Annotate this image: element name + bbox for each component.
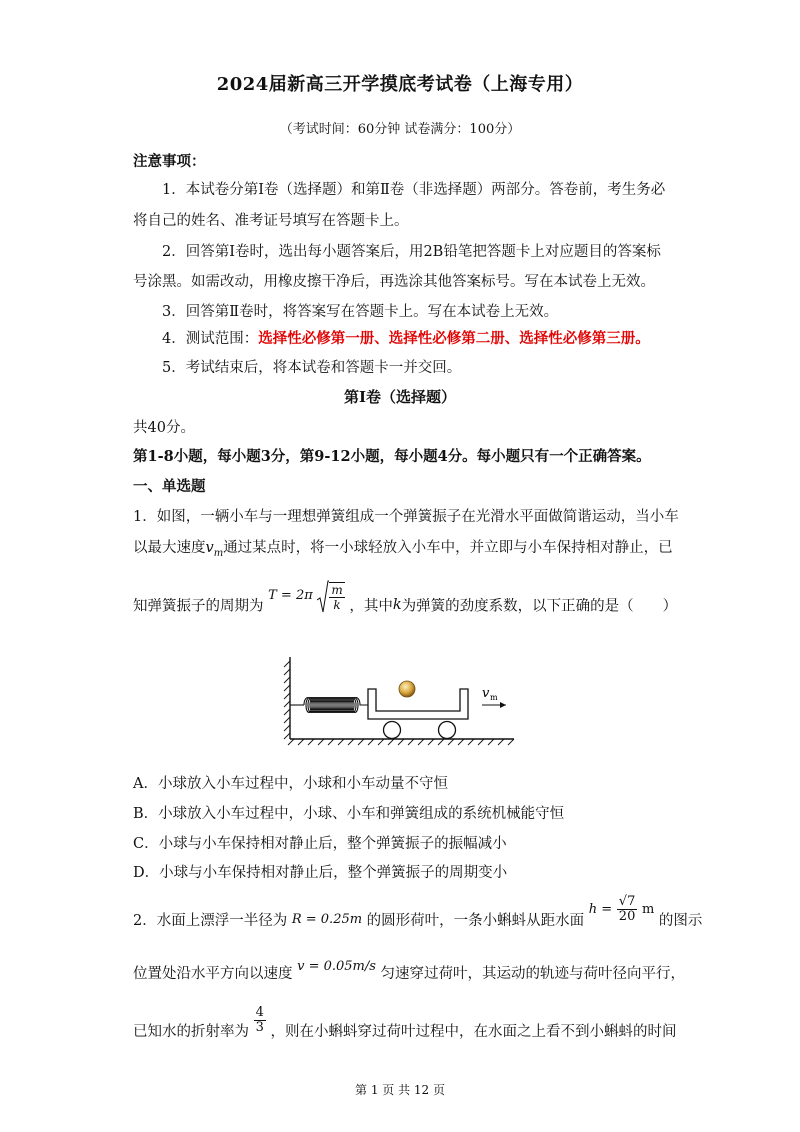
q2-h-den: 20 [618,909,636,924]
q2-n-den: 3 [255,1020,264,1035]
q1-line-1: 1．如图，一辆小车与一理想弹簧组成一个弹簧振子在光滑水平面做简谐运动，当小车 [133,509,679,525]
q2-line-1-c: 的图示 [658,913,703,929]
q1-formula-lhs: T = 2π [268,587,313,603]
q1-line-3-c: 为弹簧的劲度系数，以下正确的是（ ） [401,598,678,615]
section-scoring: 第1-8小题，每小题3分，第9-12小题，每小题4分。每小题只有一个正确答案。 [133,448,651,465]
q2-velocity: v = 0.05m/s [297,959,376,974]
note-3: 3．回答第Ⅱ卷时，将答案写在答题卡上。写在本试卷上无效。 [162,304,559,320]
note-2-line-1: 2．回答第Ⅰ卷时，选出每小题答案后，用2B铅笔把答题卡上对应题目的答案标 [162,244,661,260]
q2-n-num: 4 [255,1005,264,1020]
q2-line-2 [133,959,686,983]
spring-cart-figure [282,655,518,747]
q1-line-3-b: ，其中 [349,598,393,615]
q1-formula-den: k [333,598,341,612]
velocity-label-sub: m [490,693,498,702]
note-4 [162,327,650,348]
note-1-line-2: 将自己的姓名、准考证号填写在答题卡上。 [133,213,409,229]
section-total: 共40分。 [133,420,195,436]
q1-option-a: A．小球放入小车过程中，小球和小车动量不守恒 [133,776,448,792]
note-5: 5．考试结束后，将本试卷和答题卡一并交回。 [162,360,462,376]
note-4-scope: 选择性必修第一册、选择性必修第二册、选择性必修第三册。 [258,330,650,347]
exam-title: 2024届新高三开学摸底考试卷（上海专用） [216,74,584,95]
q2-line-1-a: 2．水面上漂浮一半径为 [133,913,288,929]
q2-n-fraction [254,1006,266,1035]
q2-line-1 [133,894,703,934]
q2-line-3-a: 已知水的折射率为 [133,1024,249,1040]
note-4-prefix: 4．测试范围： [162,331,259,347]
page-footer: 第 1 页 共 12 页 [355,1083,445,1097]
q2-h-unit: m [641,902,655,917]
q2-h-fraction [617,895,638,924]
notes-heading: 注意事项： [133,153,206,170]
q1-option-c: C．小球与小车保持相对静止后，整个弹簧振子的振幅减小 [133,836,507,852]
q2-line-3 [133,1005,677,1045]
note-2-line-2: 号涂黑。如需改动，用橡皮擦干净后，再选涂其他答案标号。写在本试卷上无效。 [133,274,655,290]
q2-line-2-b: 匀速穿过荷叶，其运动的轨迹与荷叶径向平行， [380,966,686,982]
q1-formula-num: m [331,583,343,597]
q1-option-d: D．小球与小车保持相对静止后，整个弹簧振子的周期变小 [133,865,508,881]
q2-line-3-b: ，则在小蝌蚪穿过荷叶过程中，在水面之上看不到小蝌蚪的时间 [270,1024,677,1040]
q1-vm-var: v [205,540,214,556]
q2-line-2-a: 位置处沿水平方向以速度 [133,966,293,982]
section-title: 第Ⅰ卷（选择题） [343,388,457,406]
q1-vm-sub: m [213,547,224,559]
q1-line-2 [133,536,673,559]
q2-h-num: √7 [618,894,636,909]
section-part: 一、单选题 [133,478,206,495]
q1-option-b: B．小球放入小车过程中，小球、小车和弹簧组成的系统机械能守恒 [133,806,565,822]
q2-line-1-b: 的圆形荷叶，一条小蝌蚪从距水面 [366,913,585,929]
q2-radius: R = 0.25m [291,912,363,927]
q1-k-var: k [392,597,402,613]
q2-h-lhs: h = [588,902,613,917]
exam-subtitle: （考试时间：60分钟 试卷满分：100分） [279,122,521,137]
q1-line-3-a: 知弹簧振子的周期为 [133,598,264,615]
velocity-label: v [482,686,490,701]
q1-line-2-b: 通过某点时，将一小球轻放入小车中，并立即与小车保持相对静止，已 [223,540,673,556]
q1-line-2-a: 以最大速度 [133,540,206,556]
note-1-line-1: 1．本试卷分第Ⅰ卷（选择题）和第Ⅱ卷（非选择题）两部分。答卷前，考生务必 [162,182,666,198]
q1-formula-sqrt [317,580,344,614]
q1-line-3 [133,583,678,622]
